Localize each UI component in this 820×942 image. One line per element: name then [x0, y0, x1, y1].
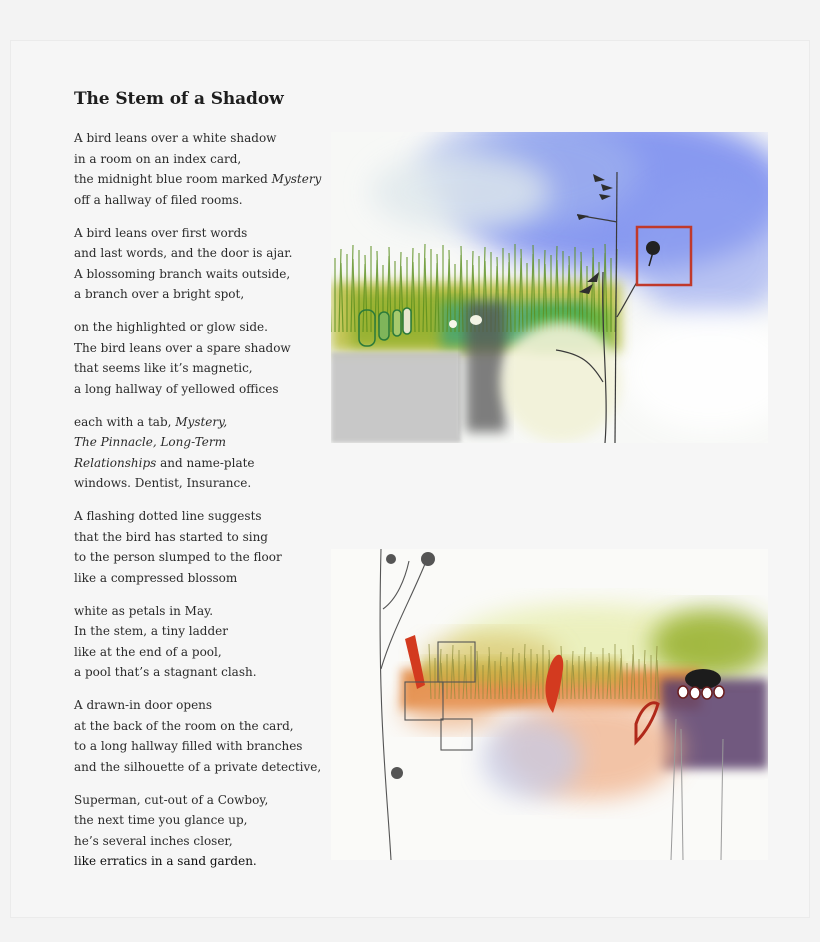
- stanza: [74, 128, 324, 210]
- poem-line: Relationships and name-plate: [74, 455, 255, 470]
- poem-line: like at the end of a pool,: [74, 644, 222, 659]
- poem-line: in a room on an index card,: [74, 151, 242, 166]
- poem-line: A flashing dotted line suggests: [74, 509, 262, 523]
- poem-line: A bird leans over first words: [74, 225, 248, 240]
- poem-line: like erratics in a sand garden.: [74, 854, 257, 868]
- poem-line: white as petals in May.: [74, 603, 214, 618]
- poem-line: In the stem, a tiny ladder: [74, 624, 228, 638]
- poem-line: he’s several inches closer,: [74, 833, 233, 848]
- poem-line: that the bird has started to sing: [74, 529, 268, 544]
- poem-line: a branch over a bright spot,: [74, 287, 245, 301]
- poem-line: The bird leans over a spare shadow: [74, 340, 291, 355]
- poem-line: windows. Dentist, Insurance.: [74, 476, 252, 490]
- poem-line: a long hallway of yellowed offices: [74, 381, 279, 396]
- poem-line: off a hallway of filed rooms.: [74, 192, 243, 207]
- poem-line: on the highlighted or glow side.: [74, 320, 268, 334]
- poem-line: A blossoming branch waits outside,: [74, 266, 291, 281]
- poem-line: to the person slumped to the floor: [74, 550, 282, 564]
- poem-line: at the back of the room on the card,: [74, 718, 294, 733]
- poem-line: a pool that’s a stagnant clash.: [74, 665, 257, 679]
- stanza: [74, 223, 324, 305]
- artwork-blue-sky: [331, 132, 768, 443]
- poem-line: and the silhouette of a private detective,: [74, 759, 322, 774]
- poem-title: The Stem of a Shadow: [74, 89, 284, 109]
- poem-line: The Pinnacle, Long-Term: [74, 435, 226, 449]
- stanza: [74, 790, 324, 872]
- poem-line: like a compressed blossom: [74, 570, 238, 585]
- poem-body: [74, 128, 324, 884]
- stanza: [74, 601, 324, 683]
- poem-line: to a long hallway filled with branches: [74, 739, 303, 753]
- stanza: [74, 412, 324, 494]
- poem-line: the midnight blue room marked Mystery: [74, 172, 322, 186]
- poem-line: A bird leans over a white shadow: [74, 131, 277, 145]
- poem-page: [10, 40, 810, 918]
- poem-line: Superman, cut-out of a Cowboy,: [74, 792, 269, 807]
- stanza: [74, 695, 324, 777]
- stanza: [74, 506, 324, 588]
- poem-line: and last words, and the door is ajar.: [74, 246, 293, 260]
- stanza: [74, 317, 324, 399]
- poem-line: that seems like it’s magnetic,: [74, 361, 253, 375]
- poem-line: each with a tab, Mystery,: [74, 414, 228, 429]
- poem-line: the next time you glance up,: [74, 813, 248, 827]
- artwork-orange-field: [331, 549, 768, 860]
- poem-line: A drawn-in door opens: [74, 698, 213, 712]
